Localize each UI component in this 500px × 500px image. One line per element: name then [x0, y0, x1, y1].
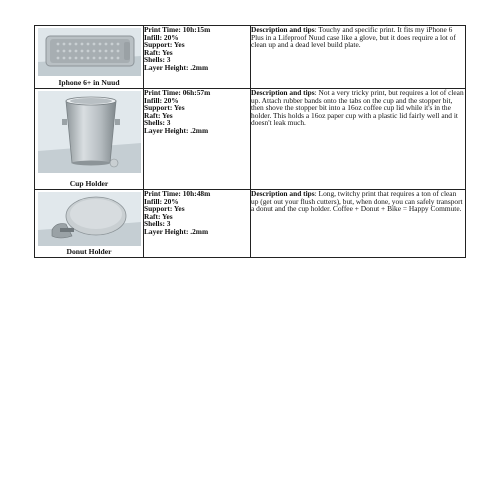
raft: Raft: Yes — [144, 211, 173, 221]
support: Support: Yes — [144, 40, 185, 50]
donut-holder-model-icon — [38, 192, 141, 246]
support: Support: Yes — [144, 204, 185, 214]
print-time: Print Time: 06h:57m — [144, 88, 211, 97]
support: Support: Yes — [144, 103, 185, 113]
table-row — [35, 89, 466, 190]
image-caption: Donut Holder — [66, 247, 112, 256]
description — [251, 190, 466, 258]
print-time: Print Time: 10h:48m — [144, 189, 211, 198]
shells: Shells: 3 — [144, 55, 171, 65]
description-label: Description and tips — [251, 88, 315, 97]
shells: Shells: 3 — [144, 118, 171, 128]
description-label: Description and tips — [251, 25, 315, 34]
infill: Infill: 20% — [144, 95, 179, 105]
phone-case-model-icon — [38, 28, 141, 76]
raft: Raft: Yes — [144, 110, 173, 120]
cup-holder-model-image — [38, 91, 141, 173]
model-image-cell — [35, 190, 144, 258]
image-caption: Iphone 6+ in Nuud — [58, 78, 120, 87]
layer-height: Layer Height: .2mm — [144, 62, 209, 72]
infill: Infill: 20% — [144, 32, 179, 42]
image-caption: Cup Holder — [69, 179, 109, 188]
print-specs — [144, 26, 251, 89]
layer-height: Layer Height: .2mm — [144, 226, 209, 236]
layer-height: Layer Height: .2mm — [144, 125, 209, 135]
model-image-cell — [35, 89, 144, 190]
raft: Raft: Yes — [144, 47, 173, 57]
infill: Infill: 20% — [144, 196, 179, 206]
model-image-cell — [35, 26, 144, 89]
table-row — [35, 190, 466, 258]
phone-case-model-image — [38, 28, 141, 76]
shells: Shells: 3 — [144, 219, 171, 229]
donut-holder-model-image — [38, 192, 141, 246]
print-specs — [144, 89, 251, 190]
description — [251, 26, 466, 89]
description-text: : Long, twitchy print that requires a ton of clean up (get out your flush cutters), but, when done, you can safely transport a donut and the cup holder. Coffee + Donut + Bike = Happy Commute. — [251, 189, 463, 214]
print-settings-table — [34, 25, 466, 258]
description — [251, 89, 466, 190]
table-row — [35, 26, 466, 89]
print-time: Print Time: 10h:15m — [144, 25, 211, 34]
cup-holder-model-icon — [38, 91, 141, 173]
print-specs — [144, 190, 251, 258]
description-label: Description and tips — [251, 189, 315, 198]
description-text: : Not a very tricky print, but requires a lot of clean up. Attach rubber bands onto the tabs on the cup and the stopper bit, then shove the stopper bit into a 16oz coffee cup lid while it's in the holder. This holds a 16oz paper cup with a plastic lid fairly well and it doesn't leak much. — [251, 88, 464, 128]
description-text: : Touchy and specific print. It fits my iPhone 6 Plus in a Lifeproof Nuud case like a glove, but it does require a lot of clean up and a dead level build plate. — [251, 25, 456, 50]
